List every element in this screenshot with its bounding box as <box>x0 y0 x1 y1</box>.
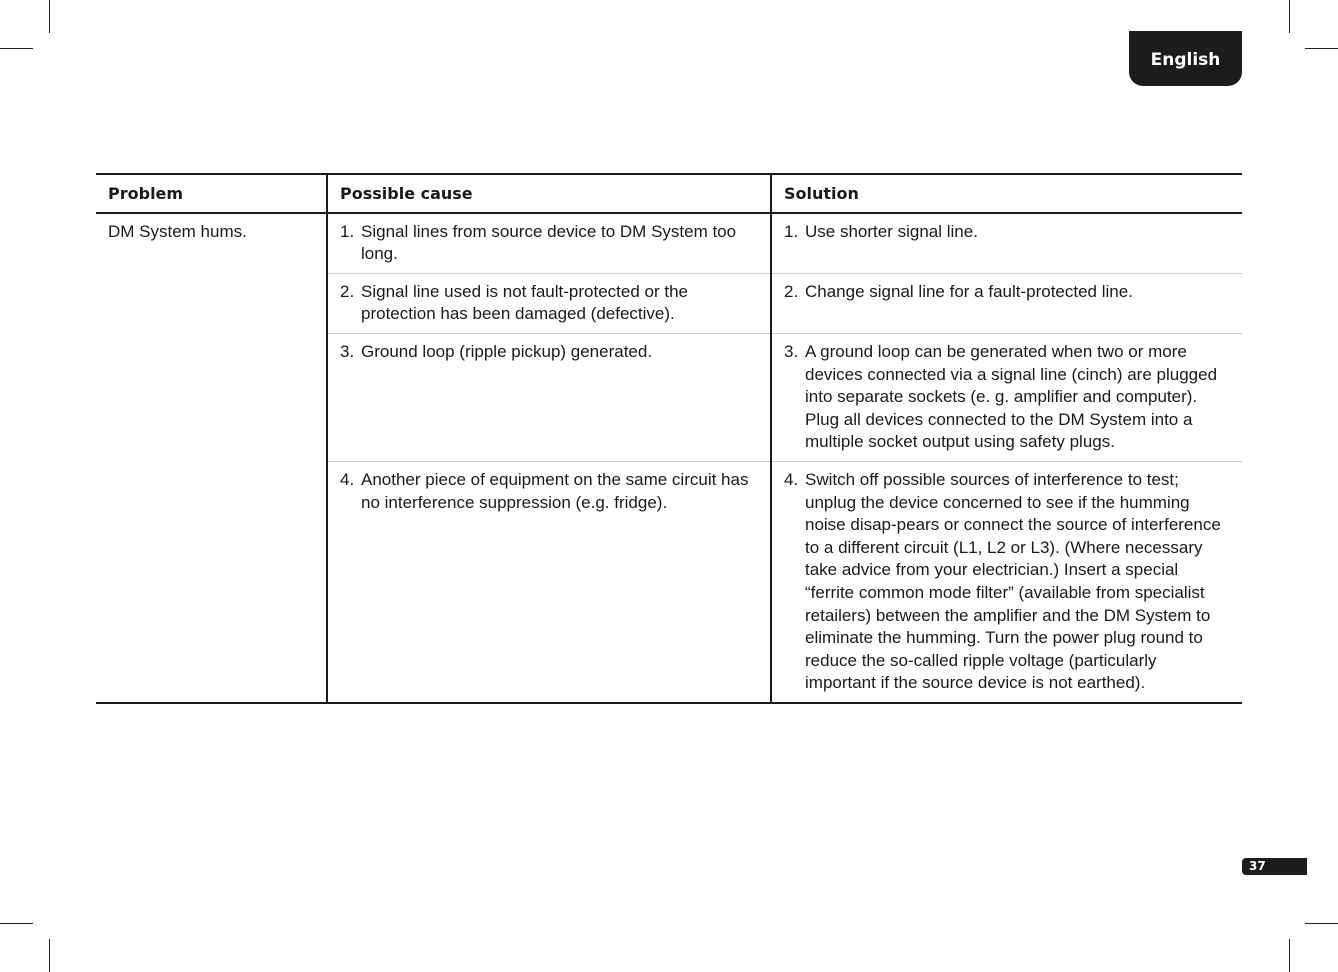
crop-mark <box>0 48 33 49</box>
crop-mark <box>1305 923 1338 924</box>
crop-mark <box>0 923 33 924</box>
cause-cell <box>327 333 771 461</box>
crop-mark <box>49 939 50 972</box>
table-header-row <box>96 174 1242 213</box>
cause-number: 4. <box>340 469 355 489</box>
solution-cell <box>771 273 1242 333</box>
crop-mark <box>49 0 50 33</box>
solution-text: Change signal line for a fault-protected line. <box>805 281 1133 301</box>
table-row <box>96 213 1242 274</box>
crop-mark <box>1289 939 1290 972</box>
crop-mark <box>1289 0 1290 33</box>
solution-number: 1. <box>784 221 799 241</box>
solution-cell <box>771 333 1242 461</box>
column-header-cause: Possible cause <box>327 174 771 213</box>
solution-number: 2. <box>784 281 799 301</box>
language-tab <box>1129 31 1242 86</box>
crop-mark <box>1305 48 1338 49</box>
solution-cell <box>771 213 1242 274</box>
cause-cell <box>327 461 771 702</box>
cause-cell <box>327 213 771 274</box>
solution-text: Switch off possible sources of interference to test; unplug the device concerned to see if the humming noise disap-pears or connect the source of interference to a different circuit (L1, L2 or L3). (Where necessary take advice from your electrician.) Insert a special “ferrite common mode filter” (available from specialist retailers) between the amplifier and the DM System to eliminate the humming. Turn the power plug round to reduce the so-called ripple voltage (particularly important if the source device is not earthed). <box>805 469 1221 693</box>
cause-text: Another piece of equipment on the same circuit has no interference suppression (e.g. fridge). <box>361 469 749 512</box>
solution-number: 3. <box>784 341 799 361</box>
problem-cell: DM System hums. <box>96 213 327 703</box>
page-number-badge <box>1242 858 1307 875</box>
cause-text: Signal line used is not fault-protected or the protection has been damaged (defective). <box>361 281 688 324</box>
cause-text: Ground loop (ripple pickup) generated. <box>361 341 653 361</box>
cause-number: 2. <box>340 281 355 301</box>
cause-number: 3. <box>340 341 355 361</box>
cause-cell <box>327 273 771 333</box>
language-label: English <box>1150 49 1221 70</box>
solution-text: Use shorter signal line. <box>805 221 978 241</box>
cause-text: Signal lines from source device to DM System too long. <box>361 221 737 264</box>
solution-number: 4. <box>784 469 799 489</box>
solution-cell <box>771 461 1242 702</box>
solution-text: A ground loop can be generated when two or more devices connected via a signal line (cinch) are plugged into separate sockets (e. g. amplifier and computer). Plug all devices connected to the DM System into a multiple socket output using safety plugs. <box>805 341 1218 452</box>
troubleshooting-table <box>96 173 1242 704</box>
column-header-solution: Solution <box>771 174 1242 213</box>
cause-number: 1. <box>340 221 355 241</box>
page-number: 37 <box>1249 859 1266 873</box>
column-header-problem: Problem <box>96 174 327 213</box>
